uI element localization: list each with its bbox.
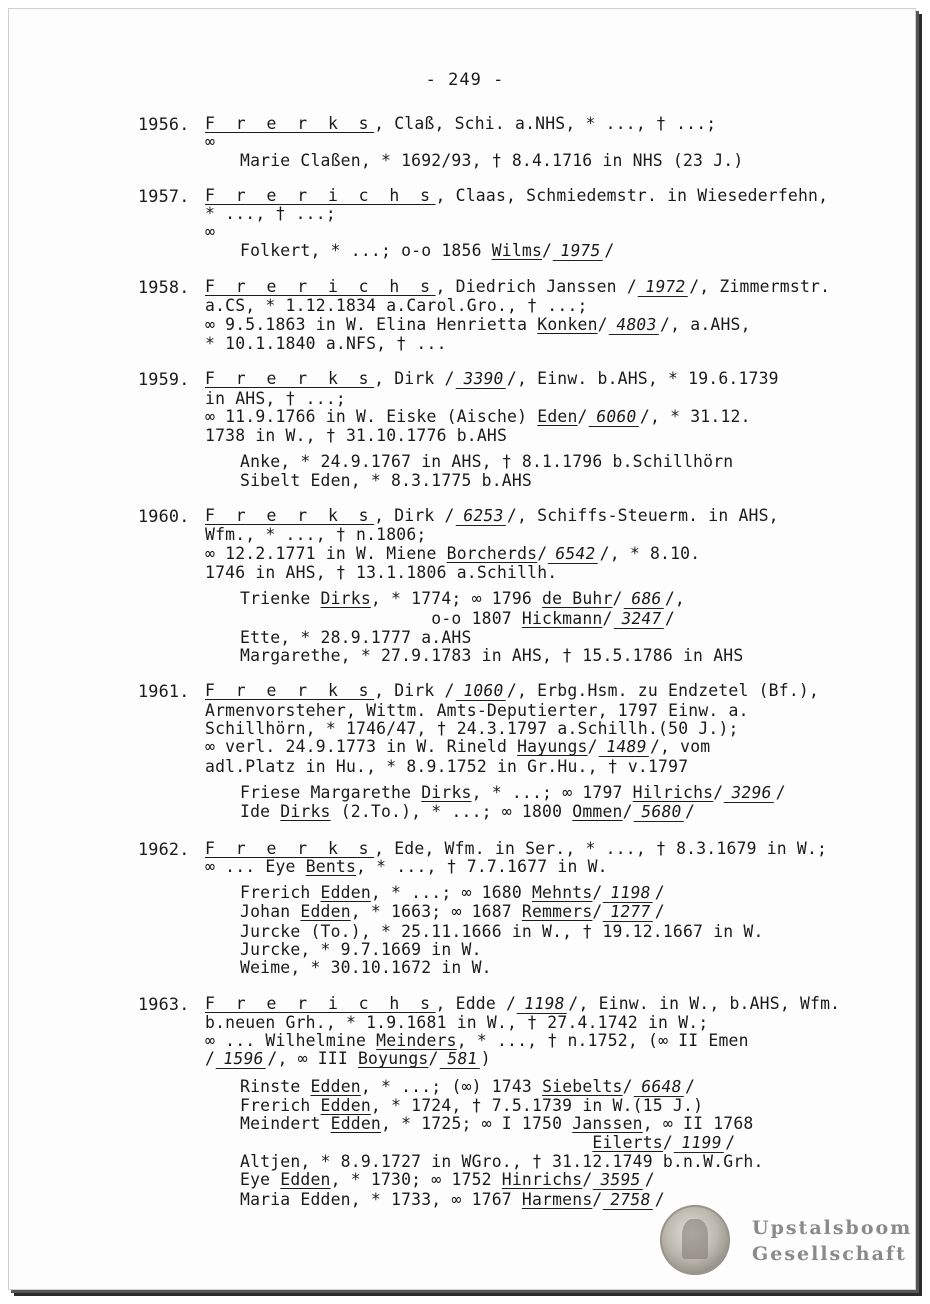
entry-text: , * 1725; ∞ I 1750 [380,1114,573,1134]
ref-slash: / [654,1189,665,1209]
cross-reference-number: 686 [623,590,666,609]
ref-slash: / [654,902,665,922]
upstalsboom-seal-icon [660,1205,730,1275]
linked-surname: Edden [330,1114,381,1134]
linked-surname: Dirks [280,802,331,822]
entry-1959 [0,370,930,490]
entry-line [138,681,845,702]
entry-text: , Zimmermstr. [699,277,831,297]
linked-surname: Edden [320,1096,371,1116]
ref-slash: / [506,681,517,701]
linked-surname: Dirks [421,782,472,802]
entry-number: 1961. [138,681,190,702]
ref-slash: / [684,1076,696,1096]
ref-slash: / [684,802,696,822]
entry-line [138,838,845,859]
cross-reference-number: 1198 [517,995,570,1014]
entry-text: , Claas, Schmiedemstr. in Wiesederfehn, [435,185,829,205]
entry-line [138,114,845,134]
entry-text: , Dirk [374,506,445,526]
entry-text: b.neuen Grh., * 1.9.1681 in W., † 27.4.1742 in W.; [205,1012,709,1032]
entry-line [205,702,845,720]
cross-reference-number: 6253 [455,507,508,526]
linked-surname: Edden [320,883,371,903]
entry-text: Ette, * 28.9.1777 a.AHS [240,627,472,647]
entry-line [205,223,845,241]
ref-slash: / [506,993,517,1013]
entry-text: Trienke [240,589,321,609]
entry-line [205,738,845,757]
entry-text: Anke, * 24.9.1767 in AHS, † 8.1.1796 b.Schillhörn [240,452,734,472]
entry-text: , ∞ II 1768 [642,1114,754,1134]
entry-line [138,993,845,1014]
cross-reference-number: 3296 [724,784,777,803]
ref-slash: / [568,993,579,1013]
entry-text: ∞ 12.2.1771 in W. Miene [205,543,447,563]
entry-1956 [0,115,930,170]
entry-line [240,1134,860,1153]
cross-reference-number: 5680 [633,803,686,822]
entry-number: 1962. [138,838,190,859]
entry-line [240,453,860,471]
entry-text: , Edde [435,993,507,1013]
entry-number: 1963. [138,993,190,1014]
cross-reference-number: 6060 [588,408,641,427]
ref-slash: / [664,608,675,628]
entry-line [240,941,860,959]
ref-slash: / [626,277,637,297]
entry-number: 1957. [138,185,190,206]
entry-text: * 10.1.1840 a.NFS, † ... [205,333,447,353]
cross-reference-number: 581 [439,1050,482,1069]
entry-line [240,784,860,803]
entry-line [240,903,860,922]
entry-text: Armenvorsteher, Wittm. Amts-Deputierter, 1797 Einw. a. [205,700,749,720]
ref-slash: / [602,608,613,628]
cross-reference-number: 1596 [216,1050,269,1069]
entry-line [240,152,860,170]
cross-reference-number: 1972 [638,278,691,297]
cross-reference-number: 1277 [603,903,656,922]
entry-text: ) [480,1049,491,1069]
entry-text: Schillhörn, * 1746/47, † 24.3.1797 a.Schillh.(50 J.); [205,719,739,739]
entry-line [138,277,845,298]
cross-reference-number: 1198 [603,884,656,903]
entry-line [240,1078,860,1097]
ref-slash: / [444,369,455,389]
entry-1960 [0,507,930,665]
entry-text: , Diedrich Janssen [435,277,627,297]
entry-text: Frerich [240,883,321,903]
entry-number: 1960. [138,506,190,527]
entry-text: ∞ verl. 24.9.1773 in W. Rineld [205,737,518,757]
entry-text: , ∞ III [277,1049,358,1069]
linked-surname: Bents [305,856,357,876]
entry-line [205,133,845,151]
entry-text: , * 1663; ∞ 1687 [350,902,522,922]
entry-text: , vom [660,737,711,757]
ref-slash: / [604,240,615,260]
entry-text: , [674,589,685,609]
genealogy-entries [0,115,930,1227]
linked-surname: Siebelts [542,1076,623,1096]
linked-surname: Edden [300,902,351,922]
linked-surname: Hayungs [517,737,588,757]
linked-surname: Ommen [572,802,623,822]
entry-text: Meindert [240,1114,331,1134]
surname: F r e r k s [205,838,375,858]
watermark-line2: Gesellschaft [752,1243,907,1265]
linked-surname: Borcherds [446,543,538,563]
entry-text: ∞ 9.5.1863 in W. Elina Henrietta [205,314,538,334]
entry-text: adl.Platz in Hu., * 8.9.1752 in Gr.Hu., † v.1797 [205,756,689,776]
entry-line [205,427,845,445]
entry-1958 [0,278,930,353]
linked-surname: Mehnts [531,883,593,903]
entry-text: , Dirk [374,369,445,389]
entry-line [205,390,845,408]
ref-slash: / [622,802,633,822]
page-number: - 249 - [425,70,505,90]
entry-line [138,185,845,206]
entry-line [205,858,845,876]
ref-slash: / [577,406,588,426]
entry-line [205,758,845,776]
linked-surname: Hinrichs [501,1170,583,1190]
entry-line [205,720,845,738]
linked-surname: Meinders [376,1031,457,1051]
linked-surname: Harmens [521,1189,593,1209]
ref-slash: / [599,543,610,563]
entry-line [240,610,860,629]
cross-reference-number: 1199 [674,1134,727,1153]
entry-line [205,1014,845,1032]
ref-slash: / [537,543,548,563]
entry-text: , Einw. in W., b.AHS, Wfm. [578,993,841,1013]
entry-text [240,1133,592,1152]
entry-text: , Dirk [374,681,445,701]
ref-slash: / [713,782,724,802]
entry-text: , * ...; ∞ 1680 [370,883,532,903]
entry-text: , Ede, Wfm. in Ser., * ..., † 8.3.1679 in W.; [374,838,828,858]
entry-text: , * ...; (∞) 1743 [360,1076,543,1096]
cross-reference-number: 3390 [455,370,508,389]
entry-line [205,297,845,315]
entry-text: in AHS, † ...; [205,388,346,408]
entry-text: ∞ ... Eye [205,856,306,876]
cross-reference-number: 4803 [608,316,661,335]
linked-surname: Edden [280,1170,331,1190]
entry-text: Marie Claßen, * 1692/93, † 8.4.1716 in NHS (23 J.) [240,150,744,170]
cross-reference-number: 2758 [603,1191,656,1210]
watermark-line1: Upstalsboom [752,1217,913,1239]
entry-text: * ..., † ...; [205,204,336,224]
ref-slash: / [592,902,603,922]
ref-slash: / [622,1076,633,1096]
cross-reference-number: 1060 [455,682,508,701]
linked-surname: Remmers [521,902,593,922]
entry-line [205,564,845,582]
entry-line [138,369,845,390]
ref-slash: / [662,1132,673,1152]
entry-line [240,590,860,609]
ref-slash: / [506,506,517,526]
entry-text: a.CS, * 1.12.1834 a.Carol.Gro., † ...; [205,296,588,316]
entry-text: , Claß, Schi. a.NHS, * ..., † ...; [374,114,717,133]
cross-reference-number: 3595 [593,1171,646,1190]
surname: F r e r i c h s [205,277,436,297]
entry-line [240,647,860,665]
linked-surname: de Buhr [542,589,613,609]
entry-line [240,1097,860,1115]
cross-reference-number: 6542 [548,545,601,564]
entry-text: , * ..., † 7.7.1677 in W. [356,856,608,876]
entry-1957 [0,187,930,261]
ref-slash: / [689,277,700,297]
entry-text: Folkert, * ...; o-o 1856 [240,240,492,260]
entry-line [240,1153,860,1171]
linked-surname: Konken [537,314,598,334]
entry-line [240,884,860,903]
entry-text: Wfm., * ..., † n.1806; [205,525,427,545]
entry-text: Altjen, * 8.9.1727 in WGro., † 31.12.1749 b.n.W.Grh. [240,1151,764,1171]
entry-1963 [0,995,930,1210]
entry-text: Ide [240,802,281,822]
surname: F r e r k s [205,506,375,526]
entry-line [240,629,860,647]
ref-slash: / [444,681,455,701]
entry-text: ∞ ... Wilhelmine [205,1031,377,1051]
linked-surname: Janssen [572,1114,643,1134]
entry-text: Frerich [240,1096,321,1116]
linked-surname: Boyungs [357,1049,429,1069]
entry-text: Friese Margarethe [240,782,422,802]
entry-text: (2.To.), * ...; ∞ 1800 [330,802,573,822]
entry-text: Eye [240,1170,281,1190]
entry-text: 1746 in AHS, † 13.1.1806 a.Schillh. [205,562,558,582]
ref-slash: / [725,1132,736,1152]
entry-text: 1738 in W., † 31.10.1776 b.AHS [205,426,508,446]
entry-number: 1956. [138,114,190,134]
entry-line [205,545,845,564]
ref-slash: / [592,1189,603,1209]
entry-line [240,1191,860,1210]
ref-slash: / [428,1049,439,1069]
ref-slash: / [644,1170,655,1190]
ref-slash: / [444,506,455,526]
entry-line [205,1032,845,1050]
ref-slash: / [597,314,608,334]
entry-line [205,335,845,353]
entry-text: Jurcke (To.), * 25.11.1666 in W., † 19.12.1667 in W. [240,921,764,941]
entry-text: , a.AHS, [670,314,751,334]
entry-text: , * 1730; ∞ 1752 [330,1170,502,1190]
ref-slash: / [267,1049,278,1069]
linked-surname: Eilerts [592,1132,663,1152]
entry-text: , Einw. b.AHS, * 19.6.1739 [516,369,779,389]
ref-slash: / [649,737,661,757]
entry-1962 [0,840,930,978]
entry-text: Johan [240,902,301,922]
entry-text: Rinste [240,1076,311,1096]
cross-reference-number: 6648 [633,1078,686,1097]
entry-line [205,408,845,427]
linked-surname: Hickmann [521,608,603,628]
surname: F r e r i c h s [205,185,436,205]
entry-text: , Erbg.Hsm. zu Endzetel (Bf.), [516,681,820,701]
linked-surname: Edden [310,1076,361,1096]
cross-reference-number: 1975 [553,242,606,261]
entry-line [240,959,860,977]
entry-text: ∞ 11.9.1766 in W. Eiske (Aische) [205,406,538,426]
linked-surname: Dirks [320,589,371,609]
entry-text: , * ..., † n.1752, (∞ II Emen [456,1031,749,1051]
entry-line [240,242,860,261]
entry-line [240,1171,860,1190]
entry-line [240,1115,860,1133]
cross-reference-number: 1489 [598,738,651,757]
entry-line [240,923,860,941]
entry-text: Weime, * 30.10.1672 in W. [240,958,492,978]
ref-slash: / [582,1170,593,1190]
entry-text: ∞ [205,222,216,242]
surname: F r e r k s [205,681,375,701]
entry-text: , * 8.10. [609,543,701,563]
ref-slash: / [205,1049,216,1069]
linked-surname: Eden [537,406,578,426]
ref-slash: / [775,782,786,802]
ref-slash: / [639,406,650,426]
entry-number: 1958. [138,277,190,298]
entry-text: Jurcke, * 9.7.1669 in W. [240,939,482,959]
entry-line [205,316,845,335]
entry-line [240,803,860,822]
entry-number: 1959. [138,369,190,390]
cross-reference-number: 3247 [613,610,666,629]
entry-text: ∞ [205,132,216,152]
entry-text: o-o 1807 [240,608,522,628]
ref-slash: / [612,589,623,609]
entry-text: , * 1724, † 7.5.1739 in W.(15 J.) [370,1096,704,1116]
ref-slash: / [542,240,553,260]
entry-line [205,205,845,223]
entry-text: , * 31.12. [649,406,751,426]
entry-text: , * 1774; ∞ 1796 [370,589,543,609]
entry-line [240,472,860,490]
ref-slash: / [660,314,671,334]
entry-text: Margarethe, * 27.9.1783 in AHS, † 15.5.1786 in AHS [240,646,744,666]
entry-line [205,1050,845,1069]
entry-line [205,526,845,544]
linked-surname: Hilrichs [632,782,714,802]
ref-slash: / [506,369,517,389]
ref-slash: / [587,737,598,757]
entry-1961 [0,682,930,822]
watermark-brand [752,1215,912,1267]
surname: F r e r k s [205,114,375,133]
surname: F r e r i c h s [205,993,436,1013]
surname: F r e r k s [205,369,375,389]
ref-slash: / [664,589,675,609]
ref-slash: / [654,883,665,903]
entry-line [138,506,845,527]
entry-text: Maria Edden, * 1733, ∞ 1767 [240,1189,522,1209]
entry-text: Sibelt Eden, * 8.3.1775 b.AHS [240,470,532,490]
entry-text: , * ...; ∞ 1797 [471,782,633,802]
entry-text: , Schiffs-Steuerm. in AHS, [516,506,779,526]
ref-slash: / [592,883,603,903]
linked-surname: Wilms [491,240,543,260]
